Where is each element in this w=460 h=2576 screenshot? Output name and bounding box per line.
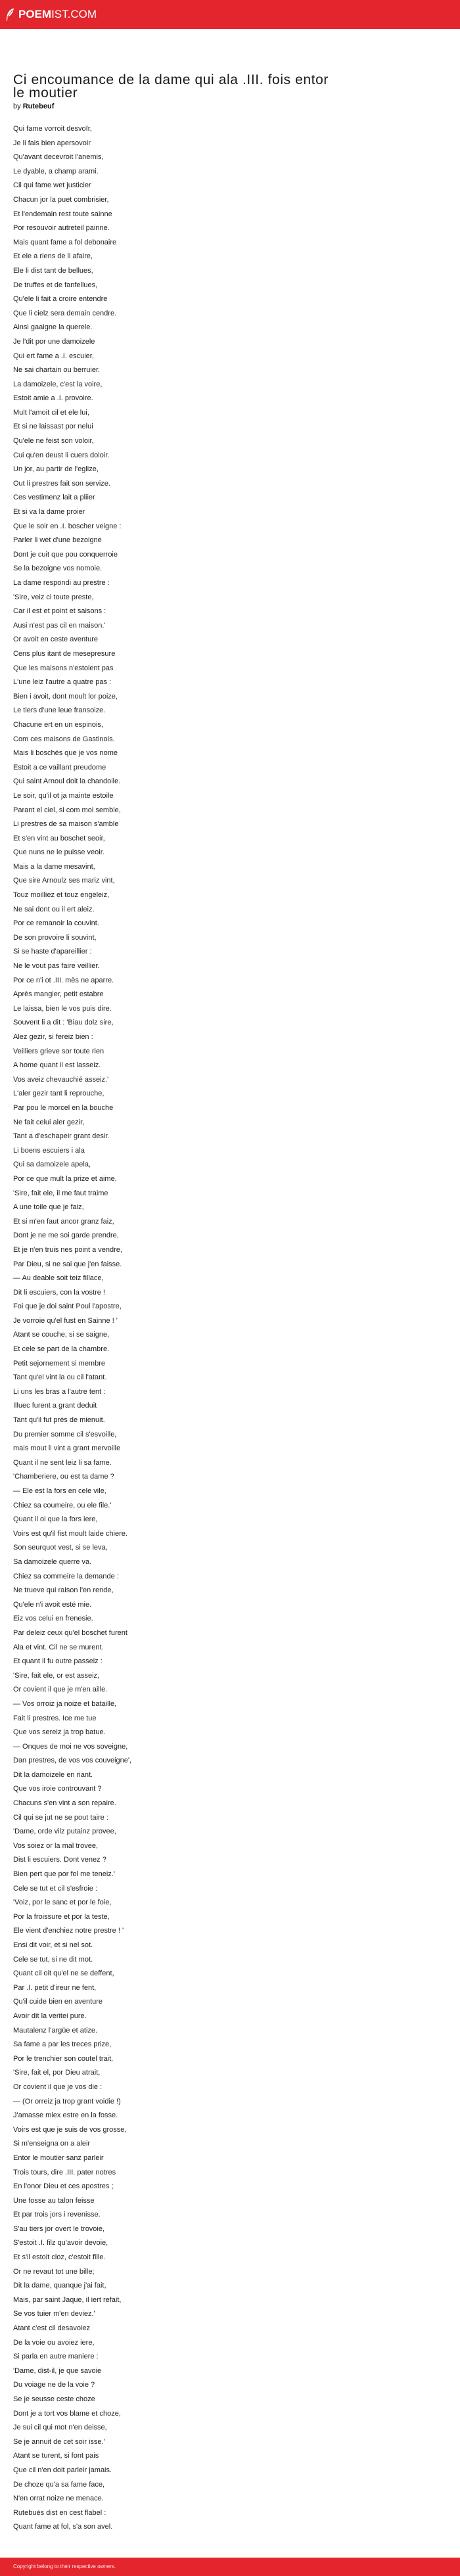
poem-line: A une toile que je faiz, xyxy=(13,1203,84,1212)
poem-line: S'au tiers jor overt le trovoie, xyxy=(13,2224,105,2233)
poem-line: Une fosse au talon feisse xyxy=(13,2196,95,2205)
poem-line: 'Chamberiere, ou est ta dame ? xyxy=(13,1473,114,1481)
poem-line: 'Sire, fait ele, or est asseiz, xyxy=(13,1671,100,1680)
poem-line: Et je n'en truis nes point a vendre, xyxy=(13,1245,122,1254)
poem-line: Qu'ele ne feist son voloir, xyxy=(13,437,94,446)
poem-line: Dit li escuiers, con la vostre ! xyxy=(13,1288,105,1297)
poem-line: Que cil n'en doit parleir jamais. xyxy=(13,2466,112,2474)
poem-line: Por le trenchier son coutel trait. xyxy=(13,2054,114,2063)
poem-line: Ne sai chartain ou berruier. xyxy=(13,366,101,375)
poem-line: Se je annuit de cet soir isse.' xyxy=(13,2437,105,2446)
poem-line: Tant qu'el vint la ou cil l'atant. xyxy=(13,1373,107,1382)
poem-line: Par .I. petit d'ireur ne fent, xyxy=(13,1983,97,1992)
poem-page xyxy=(0,29,460,2535)
poem-line: Ele li dist tant de bellues, xyxy=(13,266,93,275)
poem-line: Ensi dit voir, et si nel sot. xyxy=(13,1941,93,1949)
poem-line: Du voiage ne de la voie ? xyxy=(13,2381,95,2389)
poem-line: J'amasse miex estre en la fosse. xyxy=(13,2111,118,2120)
poem-line: Qu'avant decevroit l'anemis, xyxy=(13,153,104,162)
poem-line: Rutebués dist en cest flabel : xyxy=(13,2508,106,2517)
poem-line: Out li prestres fait son servize. xyxy=(13,479,110,488)
poem-line: Le dyable, a champ arami. xyxy=(13,167,99,175)
poem-line: Souvent li a dit : 'Biau dolz sire, xyxy=(13,1019,114,1027)
poem-line: Dit la dame, quanque j'ai fait, xyxy=(13,2282,106,2290)
poem-line: Cui qu'en deust li cuers doloir. xyxy=(13,451,110,459)
poem-line: Estoit a ce vaillant preudome xyxy=(13,763,106,771)
poem-line: Ainsi gaaigne la querele. xyxy=(13,323,93,332)
poem-line: Cele se tut et cil s'esfroie : xyxy=(13,1884,98,1893)
poem-line: Que vos iroie controuvant ? xyxy=(13,1785,102,1793)
poem-line: Et s'en vint au boschet seoir, xyxy=(13,834,105,842)
site-footer xyxy=(0,2558,460,2576)
poem-line: N'en orrat noize ne menace. xyxy=(13,2495,104,2503)
poem-line: Si parla en autre maniere : xyxy=(13,2353,99,2361)
site-logo-link[interactable] xyxy=(5,0,97,29)
poem-line: De la voie ou avoiez iere, xyxy=(13,2338,95,2347)
poem-line: 'Dame, dist-il, je que savoie xyxy=(13,2366,102,2375)
poem-line: — (Or orreiz ja trop grant voidie !) xyxy=(13,2097,121,2105)
poem-line: Foi que je doi saint Poul l'apostre, xyxy=(13,1302,122,1311)
poem-line: Eiz vos celui en frenesie. xyxy=(13,1615,93,1623)
poem-line: Por ce n'i ot .III. mès ne aparre. xyxy=(13,976,114,984)
poem-line: Que sire Arnoulz ses mariz vint, xyxy=(13,877,115,885)
poem-line: Parant el ciel, si com moi semble, xyxy=(13,806,121,814)
poem-line: Or ne revaut tot une bille; xyxy=(13,2267,95,2276)
poem-line: Le soir, qu'il ot ja mainte estoile xyxy=(13,791,114,800)
poem-line: Quant fame at fol, s'a son avel. xyxy=(13,2523,113,2531)
poem-line: L'aler gezir tant li reprouche, xyxy=(13,1090,104,1098)
poem-line: Parler li wet d'une bezoigne xyxy=(13,536,102,545)
poem-line: Com ces maisons de Gastinois. xyxy=(13,735,115,743)
site-logo-text xyxy=(18,8,97,21)
poem-line: Et si m'en faut ancor granz faiz, xyxy=(13,1217,114,1226)
poem-line: Bien i avoit, dont moult lor poize, xyxy=(13,692,118,701)
poem-line: Avoir dit la veritei pure. xyxy=(13,2012,87,2020)
poem-line: Se vos tuier m'en deviez.' xyxy=(13,2310,95,2318)
poem-line: Se la bezoigne vos nomoie. xyxy=(13,564,103,573)
poem-line: Quant il ne sent leiz li sa fame. xyxy=(13,1458,112,1467)
poem-line: Mais li boschés que je vos nome xyxy=(13,749,118,758)
poem-line: Et quant il fu outre passeiz : xyxy=(13,1657,103,1666)
poem-line: La dame respondi au prestre : xyxy=(13,579,110,587)
poem-line: Le tiers d'une leue fransoize. xyxy=(13,706,106,715)
poem-line: Ne trueve qui raison l'en rende, xyxy=(13,1586,114,1595)
poem-line: Et s'il estoit cloz, c'estoit fille. xyxy=(13,2253,106,2262)
poem-line: Je vorroie qu'el fust en Sainne ! ' xyxy=(13,1316,118,1325)
poem-line: 'Sire, fait ele, il me faut traime xyxy=(13,1189,108,1197)
poem-body xyxy=(13,122,447,2535)
poem-line: — Vos orroiz ja noize et bataille, xyxy=(13,1699,117,1708)
poem-line: Car il est et point et saisons : xyxy=(13,607,106,616)
poem-line: L'une leiz l'autre a quatre pas : xyxy=(13,678,112,687)
feather-icon xyxy=(5,8,14,21)
author-link[interactable]: Rutebeuf xyxy=(22,103,55,110)
poem-line: Et si ne laissast por nelui xyxy=(13,423,93,431)
poem-line: Estoit amie a .I. provoire. xyxy=(13,394,93,403)
poem-line: Et l'endemain rest toute sainne xyxy=(13,210,112,218)
poem-line: Bien pert que por fol me teneiz.' xyxy=(13,1870,115,1879)
poem-line: Que nuns ne le puisse veoir. xyxy=(13,848,104,857)
poem-line: Por ce que mult la prize et aime. xyxy=(13,1174,117,1183)
poem-line: Sa damoizele querre va. xyxy=(13,1557,92,1566)
poem-line: Trois tours, dire .III. pater notres xyxy=(13,2168,116,2176)
poem-line: Je sui cil qui mot n'en deisse, xyxy=(13,2424,107,2432)
poem-line: Dit la damoizele en riant. xyxy=(13,1770,93,1779)
logo-text-bold: POEM xyxy=(18,8,52,20)
poem-line: Sa fame a par les treces prize, xyxy=(13,2040,112,2049)
poem-line: Mult l'amoit cil et ele lui, xyxy=(13,408,89,417)
poem-line: Cele se tut, si ne dit mot. xyxy=(13,1955,93,1964)
poem-line: Je l'dit por une damoizele xyxy=(13,337,95,346)
poem-line: Atant se turent, si font pais xyxy=(13,2452,99,2460)
poem-line: Fait li prestres. Ice me tue xyxy=(13,1714,97,1722)
poem-line: Par pou le morcel en la bouche xyxy=(13,1103,114,1112)
poem-byline xyxy=(13,100,447,113)
poem-line: Por resouvoir autreteil painne. xyxy=(13,224,110,233)
poem-line: Atant c'est cil desavoiez xyxy=(13,2324,91,2333)
poem-line: Atant se couche, si se saigne, xyxy=(13,1331,110,1339)
poem-line: S'estoit .I. filz qu'avoir devoie, xyxy=(13,2239,108,2247)
poem-line: Dan prestres, de vos vos couveigne', xyxy=(13,1757,132,1765)
poem-line: — Au deable soit teiz fillace, xyxy=(13,1274,104,1283)
poem-line: Mais quant fame a fol debonaire xyxy=(13,238,117,246)
poem-line: Ne le vout pas faire veillier. xyxy=(13,962,100,971)
poem-line: Ele vient d'enchiez notre prestre ! ' xyxy=(13,1927,124,1935)
poem-line: Que les maisons n'estoient pas xyxy=(13,664,114,672)
poem-line: Après mangier, petit estabre xyxy=(13,990,104,999)
poem-line: Ces vestimenz lait a pliier xyxy=(13,494,95,502)
poem-line: En l'onor Dieu et ces apostres ; xyxy=(13,2182,114,2191)
poem-title: Ci encoumance de la dame qui ala .III. fois entor le moutier xyxy=(13,72,329,101)
poem-line: Et cele se part de la chambre. xyxy=(13,1345,110,1354)
logo-text-light: IST.COM xyxy=(51,8,97,20)
poem-line: Chacuns s'en vint a son repaire. xyxy=(13,1799,116,1808)
poem-line: Que vos sereiz ja trop batue. xyxy=(13,1728,106,1737)
poem-line: Si m'enseigna on a aleir xyxy=(13,2140,91,2148)
poem-line: Et par trois jors i revenisse. xyxy=(13,2211,101,2219)
poem-line: Par Dieu, si ne sai que j'en faisse. xyxy=(13,1260,122,1268)
poem-line: Cil qui fame wet justicier xyxy=(13,181,91,190)
poem-line: Que li cielz sera demain cendre. xyxy=(13,309,117,317)
poem-line: De truffes et de fanfellues, xyxy=(13,281,98,289)
poem-line: Et ele a riens de li afaire, xyxy=(13,252,93,261)
poem-line: Alez gezir, si fereiz bien : xyxy=(13,1033,93,1041)
poem-line: Entor le moutier sanz parleir xyxy=(13,2153,104,2162)
poem-line: Vos soiez or la mal trovee, xyxy=(13,1841,99,1850)
poem-line: Quant cil oit qu'el ne se deffent, xyxy=(13,1969,114,1978)
poem-line: Qu'ele n'i avoit esté mie. xyxy=(13,1600,92,1609)
poem-line: Se je seusse ceste choze xyxy=(13,2395,95,2403)
copyright-text: Copyright belong to their respective owners. xyxy=(13,2564,116,2569)
poem-line: Voirs est qu'il fist moult laide chiere. xyxy=(13,1529,127,1538)
poem-line: Dont je a tort vos blame et choze, xyxy=(13,2409,121,2418)
poem-line: Je li fais bien apersovoir xyxy=(13,139,91,147)
poem-line: Por ce remanoir la couvint. xyxy=(13,919,99,928)
poem-line: Qu'ele li fait a croire entendre xyxy=(13,295,108,304)
poem-line: A home quant il est lasseiz. xyxy=(13,1061,101,1070)
poem-line: Un jor, au partir de l'eglize, xyxy=(13,465,99,474)
poem-line: Quant il oi que la fors iere, xyxy=(13,1515,98,1524)
poem-line: Tant qu'il fut prés de mienuit. xyxy=(13,1416,105,1425)
poem-line: Du premier somme cil s'esvoille, xyxy=(13,1430,117,1438)
poem-line: De choze qu'a sa fame face, xyxy=(13,2480,105,2489)
poem-line: 'Voiz, por le sanc et por le foie, xyxy=(13,1898,112,1907)
poem-line: mais mout li vint a grant mervoille xyxy=(13,1444,121,1453)
poem-line: Or covient il que je m'en aille. xyxy=(13,1686,108,1694)
poem-line: Dont je cuit que pou conquerroie xyxy=(13,550,118,559)
poem-line: Veilliers grieve sor toute rien xyxy=(13,1047,104,1055)
poem-line: Cens plus itant de mesepresure xyxy=(13,649,116,658)
poem-line: Ne sai dont ou il ert aleiz. xyxy=(13,905,95,913)
poem-line: Tant a d'eschapeir grant desir. xyxy=(13,1132,110,1141)
poem-line: Par deleiz ceux qu'el boschet furent xyxy=(13,1628,127,1637)
poem-line: Mais a la dame mesavint, xyxy=(13,862,95,871)
poem-line: Qui ert fame a .I. escuier, xyxy=(13,352,94,360)
poem-line: Petit sejornement si membre xyxy=(13,1359,105,1368)
poem-line: — Ele est la fors en cele vile, xyxy=(13,1487,106,1495)
poem-line: La damoizele, c'est la voire, xyxy=(13,380,103,388)
poem-line: Li boens escuiers i ala xyxy=(13,1146,85,1155)
poem-line: Et si va la dame proier xyxy=(13,508,85,517)
byline-prefix: by xyxy=(13,103,21,110)
poem-line: Ala et vint. Cil ne se murent. xyxy=(13,1643,104,1651)
poem-line: Or avoit en ceste aventure xyxy=(13,635,99,644)
poem-line: Cil qui se jut ne se pout taire : xyxy=(13,1813,108,1822)
poem-line: Touz moilliez et touz engeleiz, xyxy=(13,891,110,900)
poem-line: Qui sa damoizele apela, xyxy=(13,1161,91,1169)
poem-line: Voirs est que je suis de vos grosse, xyxy=(13,2125,127,2134)
poem-line: 'Sire, fait el, por Dieu atrait, xyxy=(13,2069,101,2077)
poem-line: Chacune ert en un espinois, xyxy=(13,720,103,729)
poem-line: Qui saint Arnoul doit la chandoile. xyxy=(13,777,121,786)
poem-line: Mautalenz l'argüe et atize. xyxy=(13,2026,98,2035)
poem-line: Si se haste d'apareillier : xyxy=(13,948,92,956)
poem-line: Vos aveiz chevauchié asseiz.' xyxy=(13,1075,109,1084)
poem-line: Dont je ne me soi garde prendre, xyxy=(13,1231,119,1240)
poem-line: Qu'il cuide bien en aventure xyxy=(13,1998,103,2006)
poem-line: Illuec furent a grant deduit xyxy=(13,1402,97,1410)
poem-line: 'Sire, veiz ci toute preste, xyxy=(13,593,94,601)
poem-line: Mais, par saint Jaque, il iert refait, xyxy=(13,2295,122,2304)
poem-line: Ne fait celui aler gezir, xyxy=(13,1118,85,1126)
poem-line: Que le soir en .I. boscher veigne : xyxy=(13,522,122,530)
site-header xyxy=(0,0,460,29)
poem-line: Li prestres de sa maison s'amble xyxy=(13,820,119,829)
poem-line: Li uns les bras a l'autre tent : xyxy=(13,1387,106,1396)
poem-line: Son seurquot vest, si se leva, xyxy=(13,1544,108,1552)
poem-line: De son provoire li souvint, xyxy=(13,933,97,942)
poem-line: Chacun jor la puet combrisier, xyxy=(13,195,109,204)
poem-line: Chiez sa commeire la demande : xyxy=(13,1572,119,1580)
poem-line: Ausi n'est pas cil en maison.' xyxy=(13,621,106,630)
poem-line: 'Dame, orde vilz putainz provee, xyxy=(13,1828,116,1836)
poem-line: Chiez sa coumeire, ou ele file.' xyxy=(13,1501,112,1509)
poem-line: — Onques de moi ne vos soveigne, xyxy=(13,1742,128,1751)
poem-line: Dist li escuiers. Dont venez ? xyxy=(13,1856,106,1864)
poem-line: Or covient il que je vos die : xyxy=(13,2082,103,2091)
poem-line: Por la froissure et por la teste, xyxy=(13,1912,110,1921)
poem-line: Le laissa, bien le vos puis dire. xyxy=(13,1004,112,1013)
poem-line: Qui fame vorroit desvoïr, xyxy=(13,125,92,133)
